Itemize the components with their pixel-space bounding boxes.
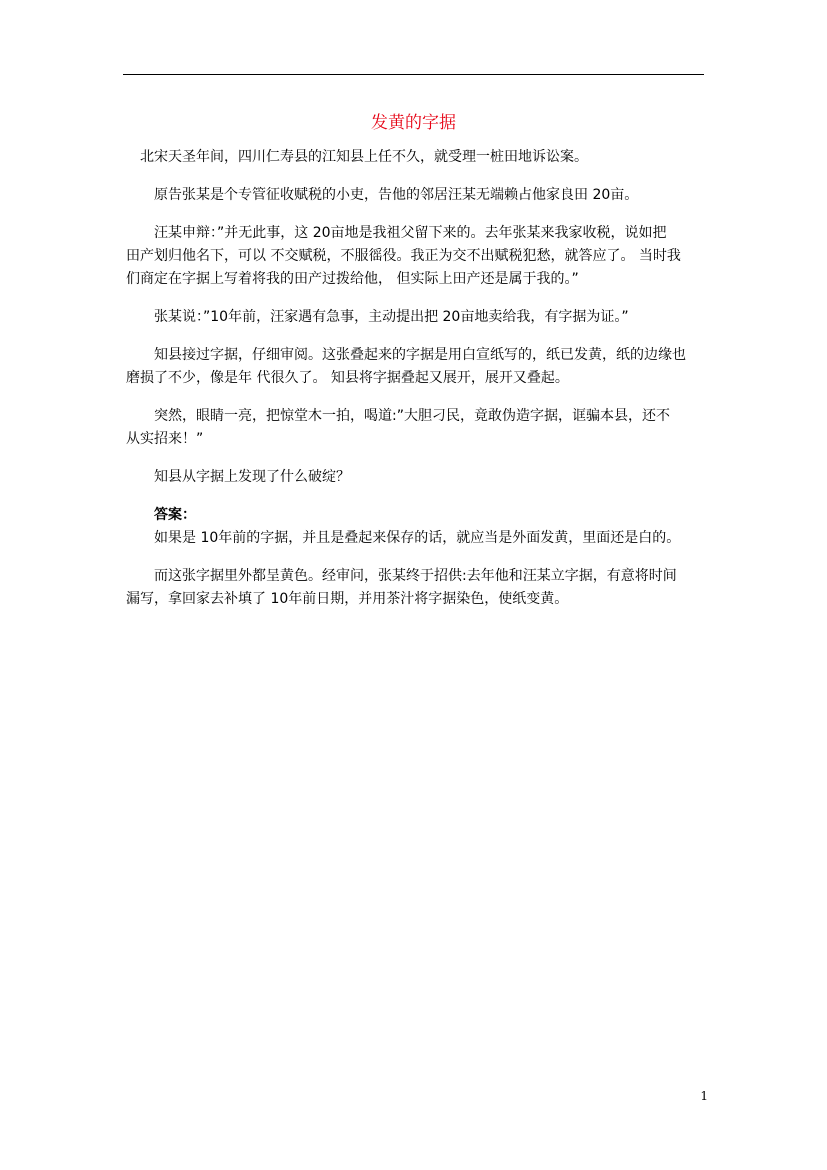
paragraph-line: 汪某申辩：”并无此事，这 20亩地是我祖父留下来的。去年张某来我家收税，说如把 — [154, 225, 667, 241]
paragraph-line: 漏写，拿回家去补填了 10年前日期，并用茶汁将字据染色，使纸变黄。 — [126, 591, 569, 607]
paragraph-line: 从实招来！” — [126, 431, 204, 447]
paragraph-line: 知县从字据上发现了什么破绽？ — [154, 469, 350, 485]
paragraph-line: 知县接过字据，仔细审阅。这张叠起来的字据是用白宣纸写的，纸已发黄，纸的边缘也 — [154, 347, 686, 363]
document-title: 发黄的字据 — [371, 113, 456, 133]
question-paragraph — [126, 466, 706, 489]
paragraph-1 — [126, 146, 706, 169]
answer-block — [126, 504, 706, 550]
document-body — [126, 146, 706, 626]
paragraph-line: 而这张字据里外都呈黄色。经审问，张某终于招供:去年他和汪某立字据，有意将时间 — [154, 568, 677, 584]
answer-label: 答案： — [154, 507, 196, 523]
paragraph-4 — [126, 306, 706, 329]
closing-paragraph — [126, 565, 706, 611]
paragraph-2 — [126, 184, 706, 207]
paragraph-line: 北宋天圣年间，四川仁寿县的江知县上任不久，就受理一桩田地诉讼案。 — [140, 149, 588, 165]
paragraph-line: 磨损了不少，像是年 代很久了。 知县将字据叠起又展开，展开又叠起。 — [126, 370, 569, 386]
paragraph-line: 原告张某是个专管征收赋税的小吏，告他的邻居汪某无端赖占他家良田 20亩。 — [154, 187, 639, 203]
paragraph-5 — [126, 344, 706, 390]
paragraph-line: 田产划归他名下，可以 不交赋税，不服徭役。我正为交不出赋税犯愁，就答应了。 当时我 — [126, 248, 681, 264]
page-number: 1 — [700, 1089, 708, 1103]
paragraph-6 — [126, 405, 706, 451]
header-rule — [123, 74, 704, 75]
paragraph-line: 们商定在字据上写着将我的田产过拨给他， 但实际上田产还是属于我的。” — [126, 271, 579, 287]
paragraph-line: 张某说：”10年前，汪家遇有急事，主动提出把 20亩地卖给我，有字据为证。” — [154, 309, 629, 325]
answer-line: 如果是 10年前的字据，并且是叠起来保存的话，就应当是外面发黄，里面还是白的。 — [154, 530, 681, 546]
paragraph-line: 突然，眼睛一亮，把惊堂木一拍，喝道:”大胆刁民，竟敢伪造字据，诓骗本县，还不 — [154, 408, 670, 424]
paragraph-3 — [126, 222, 706, 291]
